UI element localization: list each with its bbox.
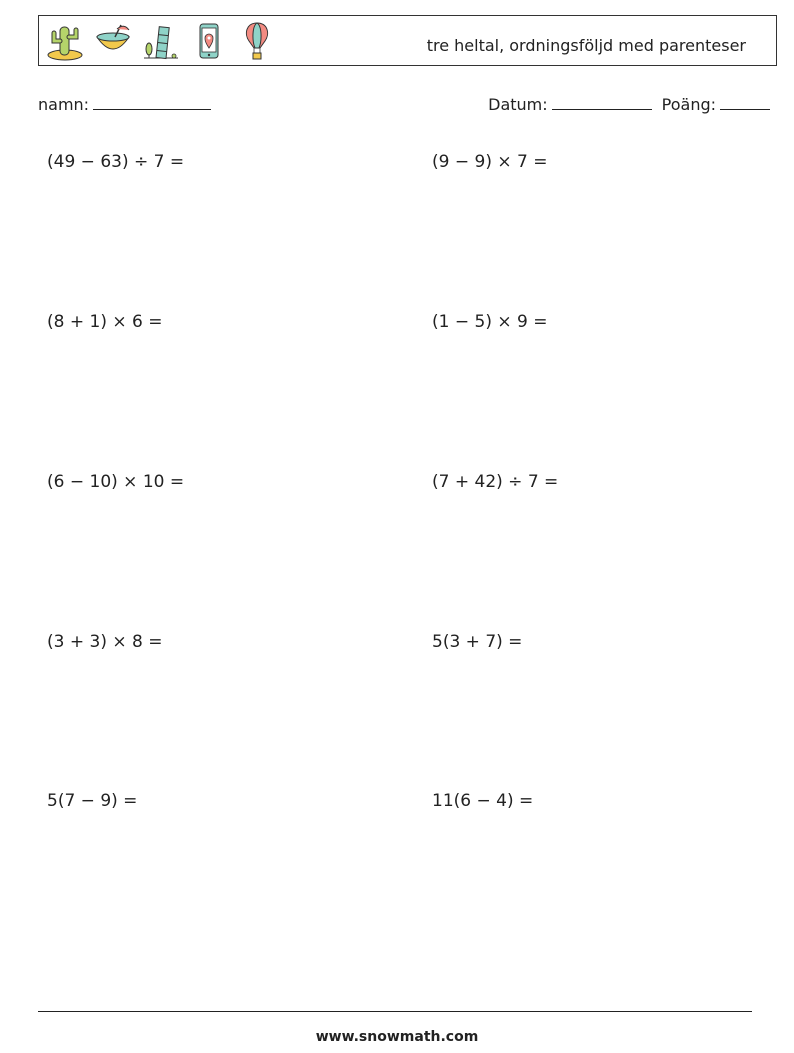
problem-7: (3 + 3) × 8 = bbox=[47, 632, 163, 652]
name-blank[interactable] bbox=[93, 94, 211, 110]
problem-9: 5(7 − 9) = bbox=[47, 791, 138, 811]
footer-url[interactable]: www.snowmath.com bbox=[315, 1029, 479, 1045]
date-field bbox=[488, 94, 652, 114]
phone-location-icon bbox=[189, 21, 229, 61]
hot-air-balloon-icon bbox=[237, 21, 277, 61]
name-label: namn: bbox=[38, 95, 90, 114]
date-blank[interactable] bbox=[552, 94, 652, 110]
problem-3: (8 + 1) × 6 = bbox=[47, 312, 163, 332]
score-label: Poäng: bbox=[661, 95, 716, 114]
problem-2: (9 − 9) × 7 = bbox=[432, 152, 548, 172]
problem-8: 5(3 + 7) = bbox=[432, 632, 523, 652]
cactus-icon bbox=[45, 21, 85, 61]
score-field bbox=[662, 94, 770, 114]
problem-1: (49 − 63) ÷ 7 = bbox=[47, 152, 185, 172]
leaning-tower-icon bbox=[141, 21, 181, 61]
problem-4: (1 − 5) × 9 = bbox=[432, 312, 548, 332]
date-label: Datum: bbox=[488, 95, 548, 114]
worksheet-header bbox=[38, 15, 777, 66]
coconut-drink-icon bbox=[93, 21, 133, 61]
problem-5: (6 − 10) × 10 = bbox=[47, 472, 185, 492]
problem-6: (7 + 42) ÷ 7 = bbox=[432, 472, 559, 492]
name-field bbox=[38, 94, 211, 114]
header-icons bbox=[45, 21, 277, 61]
worksheet-title: tre heltal, ordningsföljd med parenteser bbox=[426, 36, 746, 55]
problem-10: 11(6 − 4) = bbox=[432, 791, 534, 811]
footer-divider bbox=[38, 1011, 752, 1012]
date-score-fields bbox=[488, 94, 770, 114]
score-blank[interactable] bbox=[720, 94, 770, 110]
